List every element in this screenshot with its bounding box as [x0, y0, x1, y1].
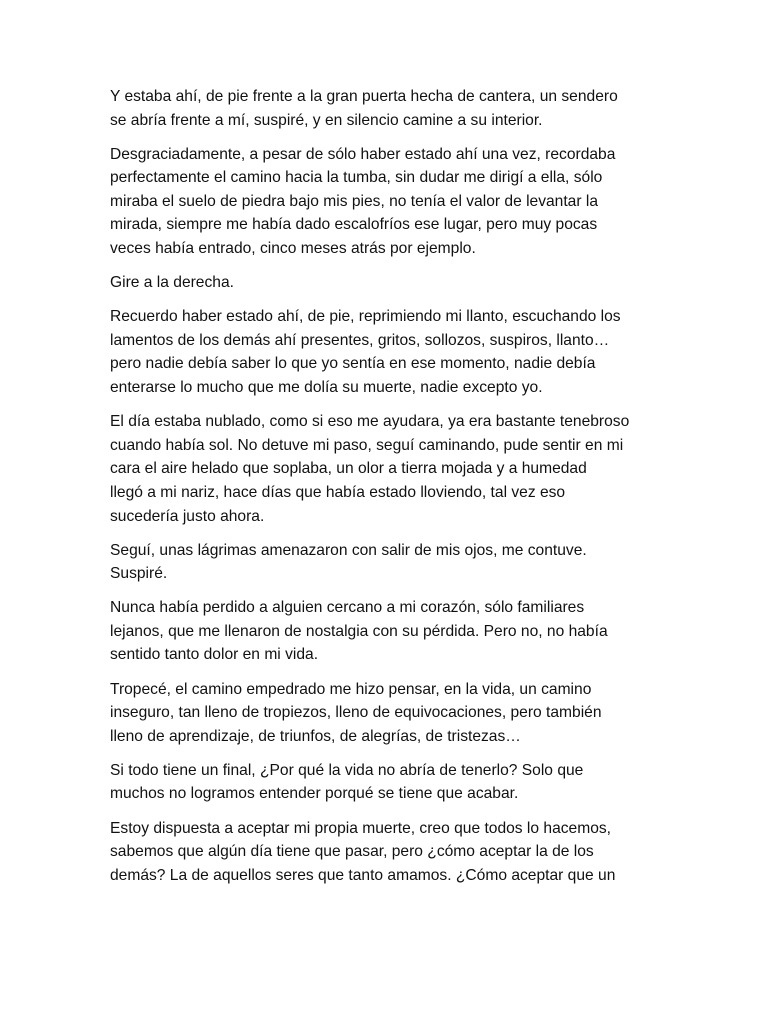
text-line: llegó a mi nariz, hace días que había estado lloviendo, tal vez eso: [110, 483, 566, 501]
paragraph-9: [110, 759, 660, 806]
text-line: Tropecé, el camino empedrado me hizo pensar, en la vida, un camino: [110, 680, 592, 698]
text-line: enterarse lo mucho que me dolía su muerte, nadie excepto yo.: [110, 379, 543, 397]
text-line: inseguro, tan lleno de tropiezos, lleno de equivocaciones, pero también: [110, 704, 602, 722]
text-line: perfectamente el camino hacia la tumba, sin dudar me dirigí a ella, sólo: [110, 169, 603, 187]
text-line: Seguí, unas lágrimas amenazaron con salir de mis ojos, me contuve.: [110, 541, 587, 559]
text-line: veces había entrado, cinco meses atrás por ejemplo.: [110, 240, 476, 258]
text-line: se abría frente a mí, suspiré, y en silencio camine a su interior.: [110, 111, 543, 129]
document-body: [110, 85, 660, 898]
paragraph-4: [110, 305, 660, 399]
text-line: sentido tanto dolor en mi vida.: [110, 646, 319, 664]
text-line: cara el aire helado que soplaba, un olor a tierra mojada y a humedad: [110, 460, 587, 478]
text-line: lleno de aprendizaje, de triunfos, de alegrías, de tristezas…: [110, 727, 521, 745]
text-line: muchos no logramos entender porqué se tiene que acabar.: [110, 785, 519, 803]
text-line: pero nadie debía saber lo que yo sentía en ese momento, nadie debía: [110, 355, 596, 373]
text-line: Nunca había perdido a alguien cercano a mi corazón, sólo familiares: [110, 599, 585, 617]
text-line: Suspiré.: [110, 565, 168, 583]
text-line: lamentos de los demás ahí presentes, gritos, sollozos, suspiros, llanto…: [110, 331, 610, 349]
paragraph-2: [110, 143, 660, 261]
text-line: lejanos, que me llenaron de nostalgia con su pérdida. Pero no, no había: [110, 622, 608, 640]
text-line: El día estaba nublado, como si eso me ayudara, ya era bastante tenebroso: [110, 413, 630, 431]
paragraph-8: [110, 678, 660, 749]
paragraph-3: [110, 271, 660, 295]
text-line: miraba el suelo de piedra bajo mis pies, no tenía el valor de levantar la: [110, 192, 599, 210]
paragraph-7: [110, 596, 660, 667]
text-line: cuando había sol. No detuve mi paso, seguí caminando, pude sentir en mi: [110, 436, 624, 454]
paragraph-6: [110, 539, 660, 586]
paragraph-5: [110, 410, 660, 528]
text-line: sabemos que algún día tiene que pasar, pero ¿cómo aceptar la de los: [110, 843, 594, 861]
text-line: sucedería justo ahora.: [110, 507, 265, 525]
text-line: Estoy dispuesta a aceptar mi propia muerte, creo que todos lo hacemos,: [110, 819, 612, 837]
text-line: Y estaba ahí, de pie frente a la gran puerta hecha de cantera, un sendero: [110, 88, 618, 105]
text-line: mirada, siempre me había dado escalofríos ese lugar, pero muy pocas: [110, 216, 598, 234]
paragraph-1: [110, 85, 660, 132]
paragraph-10: [110, 817, 660, 888]
text-line: Desgraciadamente, a pesar de sólo haber estado ahí una vez, recordaba: [110, 145, 616, 163]
text-line: demás? La de aquellos seres que tanto amamos. ¿Cómo aceptar que un: [110, 866, 616, 884]
text-line: Si todo tiene un final, ¿Por qué la vida no abría de tenerlo? Solo que: [110, 761, 584, 779]
text-line: Gire a la derecha.: [110, 274, 234, 292]
text-line: Recuerdo haber estado ahí, de pie, reprimiendo mi llanto, escuchando los: [110, 308, 621, 326]
